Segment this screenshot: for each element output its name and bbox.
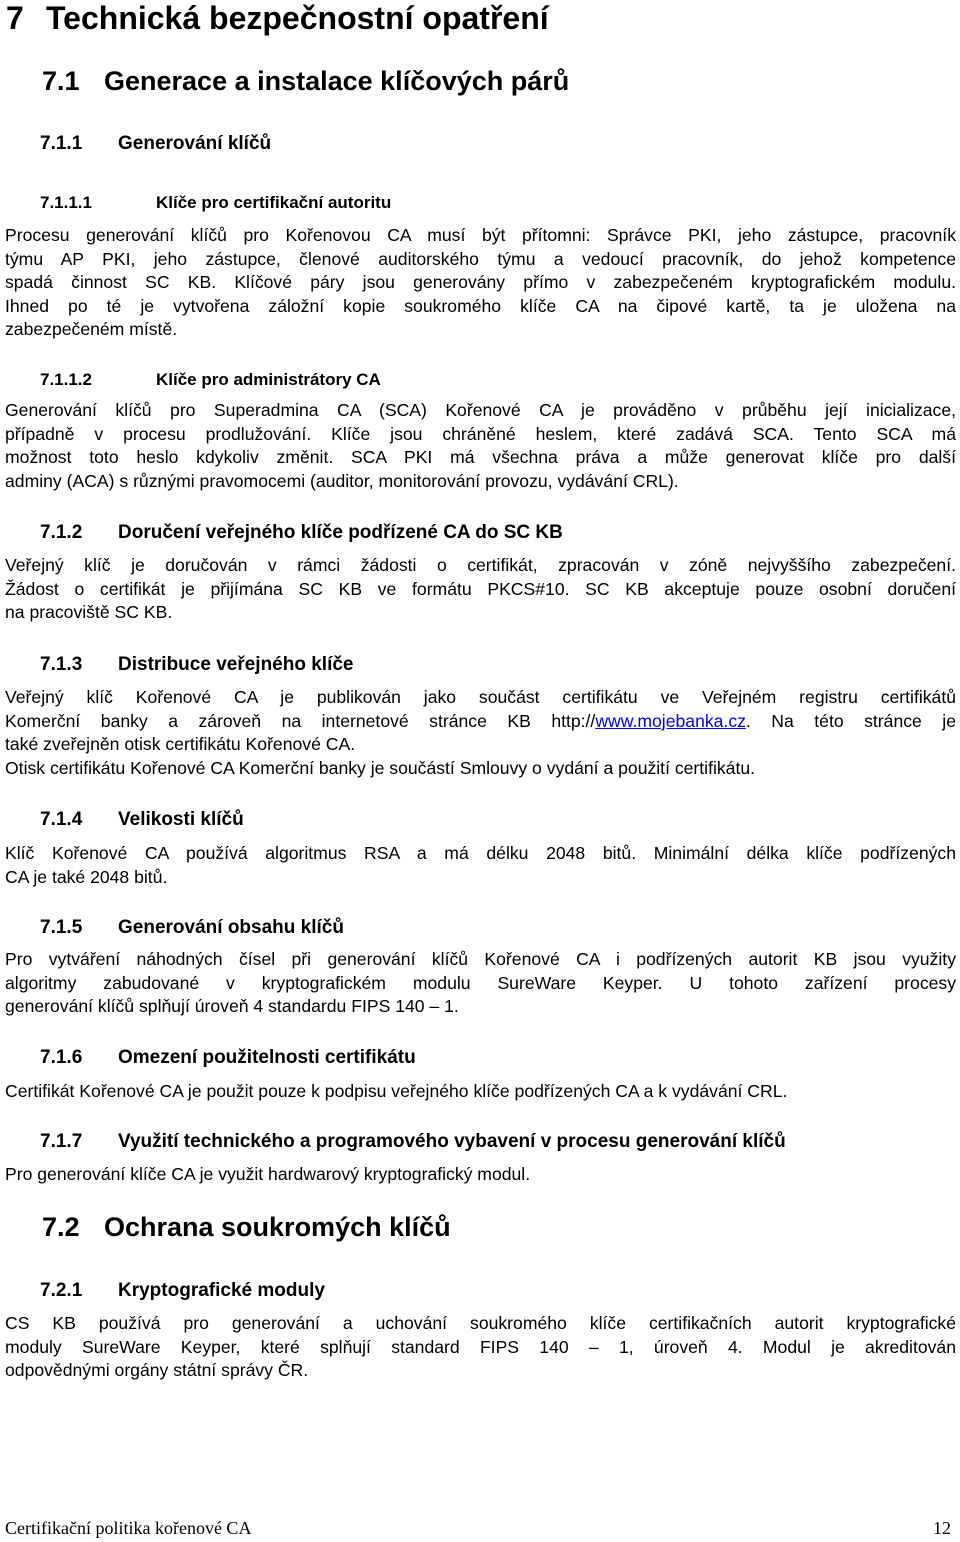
subsubsection-number: 7.1.1.2 <box>40 370 92 389</box>
paragraph-line: možnost toto heslo kdykoliv změnit. SCA PKI má všechna práva a může generovat klíče pro další <box>5 447 956 467</box>
paragraph-line: také zveřejněn otisk certifikátu Kořenové CA. <box>5 734 356 754</box>
subsection-heading-7-2-1 <box>40 1280 325 1302</box>
paragraph-line: Žádost o certifikát je přijímána SC KB ve formátu PKCS#10. SC KB akceptuje pouze osobní doručení <box>5 578 956 599</box>
paragraph-7-1-6 <box>5 1080 956 1104</box>
subsection-title: Doručení veřejného klíče podřízené CA do SC KB <box>118 522 563 543</box>
subsection-heading-7-1-1 <box>40 133 271 155</box>
paragraph-line: CA je také 2048 bitů. <box>5 866 168 887</box>
subsubsection-heading-7-1-1-1 <box>40 193 391 213</box>
paragraph-line: odpovědnými orgány státní správy ČR. <box>5 1360 309 1380</box>
paragraph-line: CS KB používá pro generování a uchování soukromého klíče certifikačních autorit kryptografické <box>5 1313 956 1333</box>
chapter-title: Technická bezpečnostní opatření <box>46 0 549 36</box>
subsection-title: Generování klíčů <box>118 133 272 154</box>
paragraph-line: Veřejný klíč je doručován v rámci žádosti o certifikát, zpracován v zóně nejvyššího zabezpečení. <box>5 555 956 575</box>
paragraph-7-1-2 <box>5 554 956 625</box>
paragraph-line: týmu AP PKI, jeho zástupce, členové auditorského týmu a vedoucí pracovník, do jehož kompetence <box>5 248 956 269</box>
subsection-title: Velikosti klíčů <box>118 809 244 830</box>
section-title: Ochrana soukromých klíčů <box>104 1212 451 1242</box>
subsection-number: 7.1.7 <box>40 1131 83 1152</box>
paragraph-line: generování klíčů splňují úroveň 4 standardu FIPS 140 – 1. <box>5 996 459 1016</box>
paragraph-line: Otisk certifikátu Kořenové CA Komerční banky je součástí Smlouvy o vydání a použití certifikátu. <box>5 757 756 778</box>
paragraph-7-1-3 <box>5 686 956 780</box>
subsection-number: 7.1.3 <box>40 654 83 675</box>
paragraph-line: Klíč Kořenové CA používá algoritmus RSA a má délku 2048 bitů. Minimální délka klíče podřízených <box>5 843 956 863</box>
paragraph-7-1-4 <box>5 842 956 889</box>
subsection-title: Kryptografické moduly <box>118 1280 325 1301</box>
paragraph-line: Certifikát Kořenové CA je použit pouze k podpisu veřejného klíče podřízených CA a k vydávání CRL. <box>5 1081 788 1101</box>
subsection-number: 7.2.1 <box>40 1280 83 1301</box>
paragraph-line: algoritmy zabudované v kryptografickém modulu SureWare Keyper. U tohoto zařízení procesy <box>5 972 956 993</box>
subsubsection-title: Klíče pro administrátory CA <box>156 370 381 389</box>
paragraph-line <box>5 710 956 734</box>
paragraph-line: na pracoviště SC KB. <box>5 602 173 622</box>
subsection-heading-7-1-6 <box>40 1047 416 1069</box>
subsection-heading-7-1-5 <box>40 917 344 939</box>
chapter-number: 7 <box>6 0 24 36</box>
paragraph-line: moduly SureWare Keyper, které splňují standard FIPS 140 – 1, úroveň 4. Modul je akreditován <box>5 1336 956 1357</box>
section-number: 7.2 <box>42 1212 80 1242</box>
paragraph-7-1-7 <box>5 1163 956 1187</box>
subsubsection-title: Klíče pro certifikační autoritu <box>156 193 392 212</box>
section-number: 7.1 <box>42 66 80 96</box>
subsection-number: 7.1.4 <box>40 809 83 830</box>
subsection-title: Distribuce veřejného klíče <box>118 654 354 675</box>
subsection-heading-7-1-2 <box>40 522 563 544</box>
mojebanka-link[interactable]: www.mojebanka.cz <box>595 710 746 731</box>
subsubsection-number: 7.1.1.1 <box>40 193 92 212</box>
paragraph-line: spadá činnost SC KB. Klíčové páry jsou generovány přímo v zabezpečeném kryptografickém modulu. <box>5 272 956 292</box>
paragraph-line: zabezpečeném místě. <box>5 319 178 339</box>
subsection-heading-7-1-4 <box>40 809 244 831</box>
paragraph-7-2-1 <box>5 1312 956 1383</box>
section-heading-7-1 <box>42 66 569 97</box>
subsection-number: 7.1.6 <box>40 1047 83 1068</box>
paragraph-line: Ihned po té je vytvořena záložní kopie soukromého klíče CA na čipové kartě, ta je uložena na <box>5 295 956 316</box>
subsection-number: 7.1.2 <box>40 522 83 543</box>
paragraph-line: Pro generování klíče CA je využit hardwarový kryptografický modul. <box>5 1164 531 1184</box>
paragraph-7-1-1-2 <box>5 399 956 493</box>
paragraph-line: případně v procesu prodlužování. Klíče jsou chráněné heslem, které zadává SCA. Tento SCA má <box>5 423 956 444</box>
paragraph-line: Veřejný klíč Kořenové CA je publikován jako součást certifikátu ve Veřejném registru certifikátů <box>5 687 956 707</box>
page-number: 12 <box>933 1518 951 1538</box>
paragraph-7-1-5 <box>5 948 956 1019</box>
section-heading-7-2 <box>42 1212 451 1243</box>
paragraph-7-1-1-1 <box>5 224 956 342</box>
paragraph-line: Procesu generování klíčů pro Kořenovou CA musí být přítomni: Správce PKI, jeho zástupce, pracovník <box>5 225 956 245</box>
section-title: Generace a instalace klíčových párů <box>104 66 570 96</box>
subsection-heading-7-1-7 <box>40 1131 786 1153</box>
footer-title: Certifikační politika kořenové CA <box>5 1518 252 1538</box>
subsubsection-heading-7-1-1-2 <box>40 370 381 390</box>
paragraph-text: Komerční banky a zároveň na internetové stránce KB http:// <box>5 710 596 731</box>
chapter-heading <box>6 0 549 37</box>
page-footer <box>5 1518 955 1542</box>
paragraph-text: . Na této stránce je <box>745 710 956 731</box>
paragraph-line: adminy (ACA) s různými pravomocemi (auditor, monitorování provozu, vydávání CRL). <box>5 470 679 491</box>
subsection-number: 7.1.5 <box>40 917 83 938</box>
subsection-title: Generování obsahu klíčů <box>118 917 344 938</box>
paragraph-line: Generování klíčů pro Superadmina CA (SCA) Kořenové CA je prováděno v průběhu její inicializace, <box>5 400 956 420</box>
subsection-title: Využití technického a programového vybavení v procesu generování klíčů <box>118 1131 786 1152</box>
subsection-number: 7.1.1 <box>40 133 83 154</box>
subsection-heading-7-1-3 <box>40 654 354 676</box>
subsection-title: Omezení použitelnosti certifikátu <box>118 1047 416 1068</box>
paragraph-line: Pro vytváření náhodných čísel při generování klíčů Kořenové CA i podřízených autorit KB jsou využity <box>5 949 956 969</box>
